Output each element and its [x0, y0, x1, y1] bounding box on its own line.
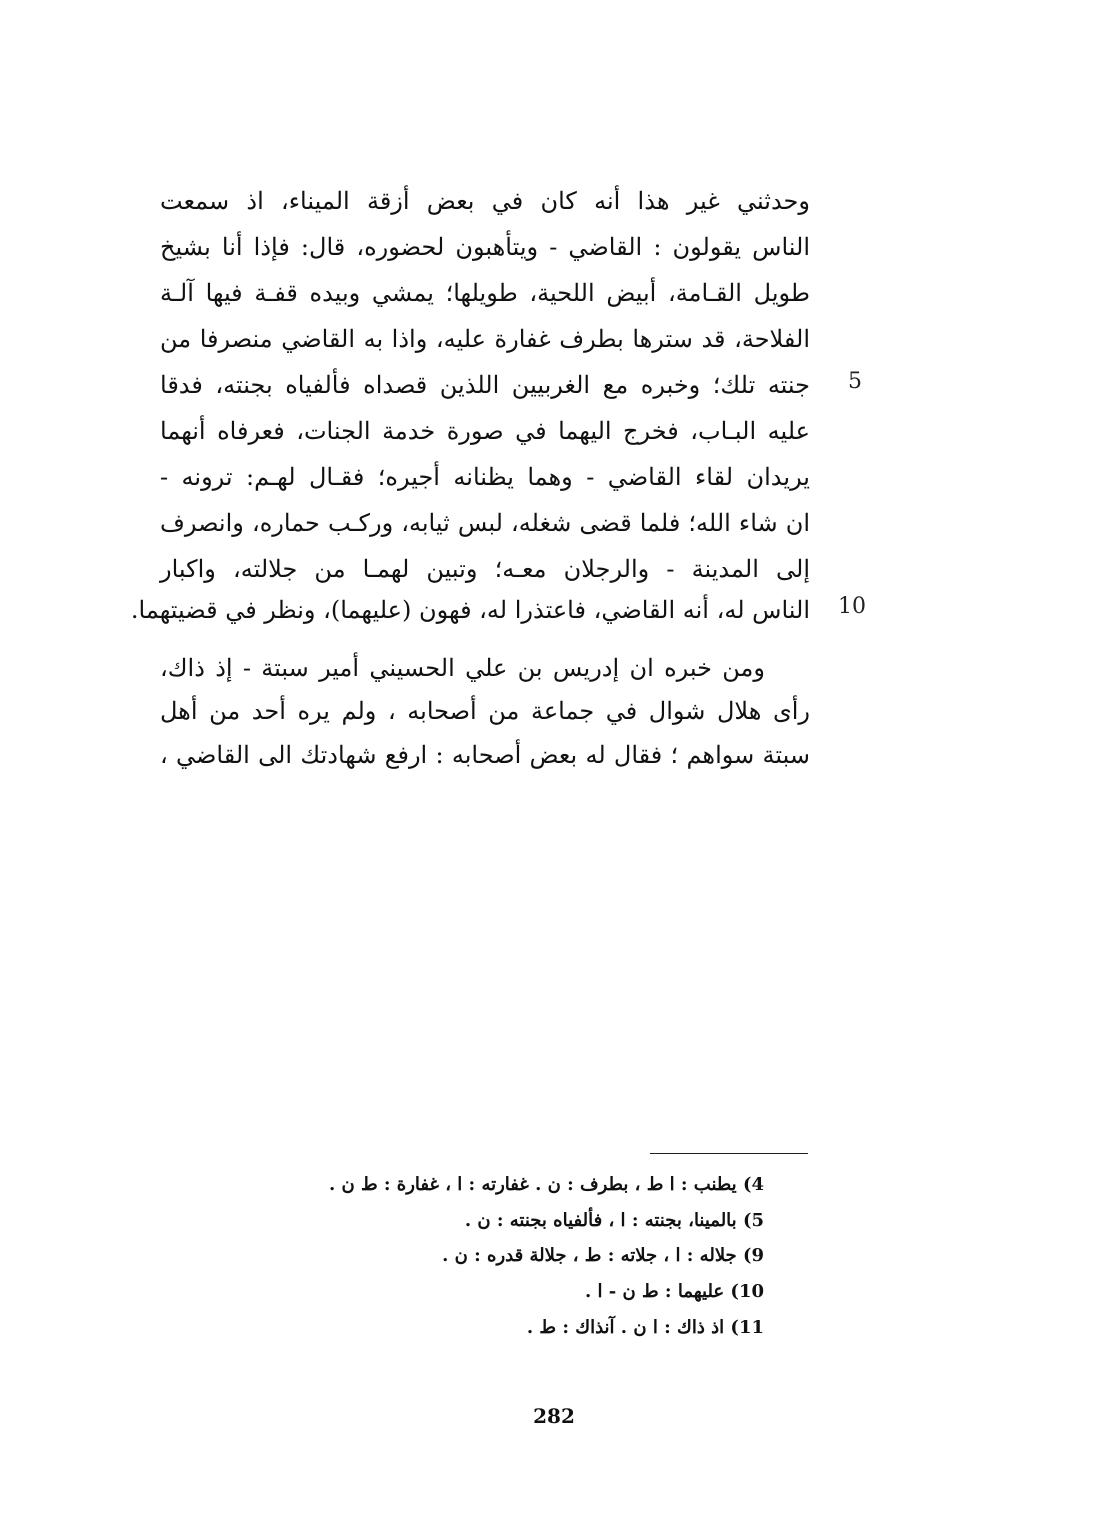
text-line-8: ان شاء الله؛ فلما قضى شغله، لبس ثيابه، وركـب حماره، وانصرف: [160, 509, 810, 537]
line-number-5: 5: [848, 369, 862, 394]
text-line-10: الناس له، أنه القاضي، فاعتذرا له، فهون (عليهما)، ونظر في قضيتهما.: [130, 596, 810, 624]
text-line-12: رأى هلال شوال في جماعة من أصحابه ، ولم يره أحد من أهل: [160, 697, 810, 725]
text-line-11: ومن خبره ان إدريس بن علي الحسيني أمير سبتة - إذ ذاك،: [160, 654, 765, 682]
text-line-3: طويل القـامة، أبيض اللحية، طويلها؛ يمشي وبيده قفـة فيها آلـة: [160, 279, 810, 307]
text-line-13: سبتة سواهم ؛ فقال له بعض أصحابه : ارفع شهادتك الى القاضي ،: [160, 741, 810, 769]
text-line-1: وحدثني غير هذا أنه كان في بعض أزقة الميناء، اذ سمعت: [160, 187, 810, 215]
line-number-10: 10: [838, 594, 866, 619]
text-line-5: جنته تلك؛ وخبره مع الغربيين اللذين قصداه فألفياه بجنته، فدقا: [160, 371, 810, 399]
footnote-5: 5) بالمينا، بجنته : ا ، فألفياه بجنته : ن .: [464, 1210, 764, 1231]
text-line-4: الفلاحة، قد سترها بطرف غفارة عليه، واذا به القاضي منصرفا من: [160, 325, 810, 353]
text-line-7: يريدان لقاء القاضي - وهما يظنانه أجيره؛ فقـال لهـم: ترونه -: [160, 463, 810, 491]
footnote-11: 11) اذ ذاك : ا ن . آنذاك : ط .: [526, 1317, 764, 1338]
footnote-9: 9) جلاله : ا ، جلاته : ط ، جلالة قدره : ن .: [442, 1245, 764, 1266]
page-number: 282: [533, 1404, 575, 1428]
text-line-2: الناس يقولون : القاضي - ويتأهبون لحضوره، قال: فإذا أنا بشيخ: [160, 233, 810, 261]
footnote-divider: [650, 1153, 808, 1154]
text-line-6: عليه البـاب، فخرج اليهما في صورة خدمة الجنات، فعرفاه أنهما: [160, 417, 810, 445]
footnote-4: 4) يطنب : ا ط ، بطرف : ن . غفارته : ا ، غفارة : ط ن .: [328, 1174, 764, 1195]
footnote-10: 10) عليهما : ط ن - ا .: [584, 1281, 764, 1302]
text-line-9: إلى المدينة - والرجلان معـه؛ وتبين لهمـا من جلالته، واكبار: [160, 555, 810, 583]
